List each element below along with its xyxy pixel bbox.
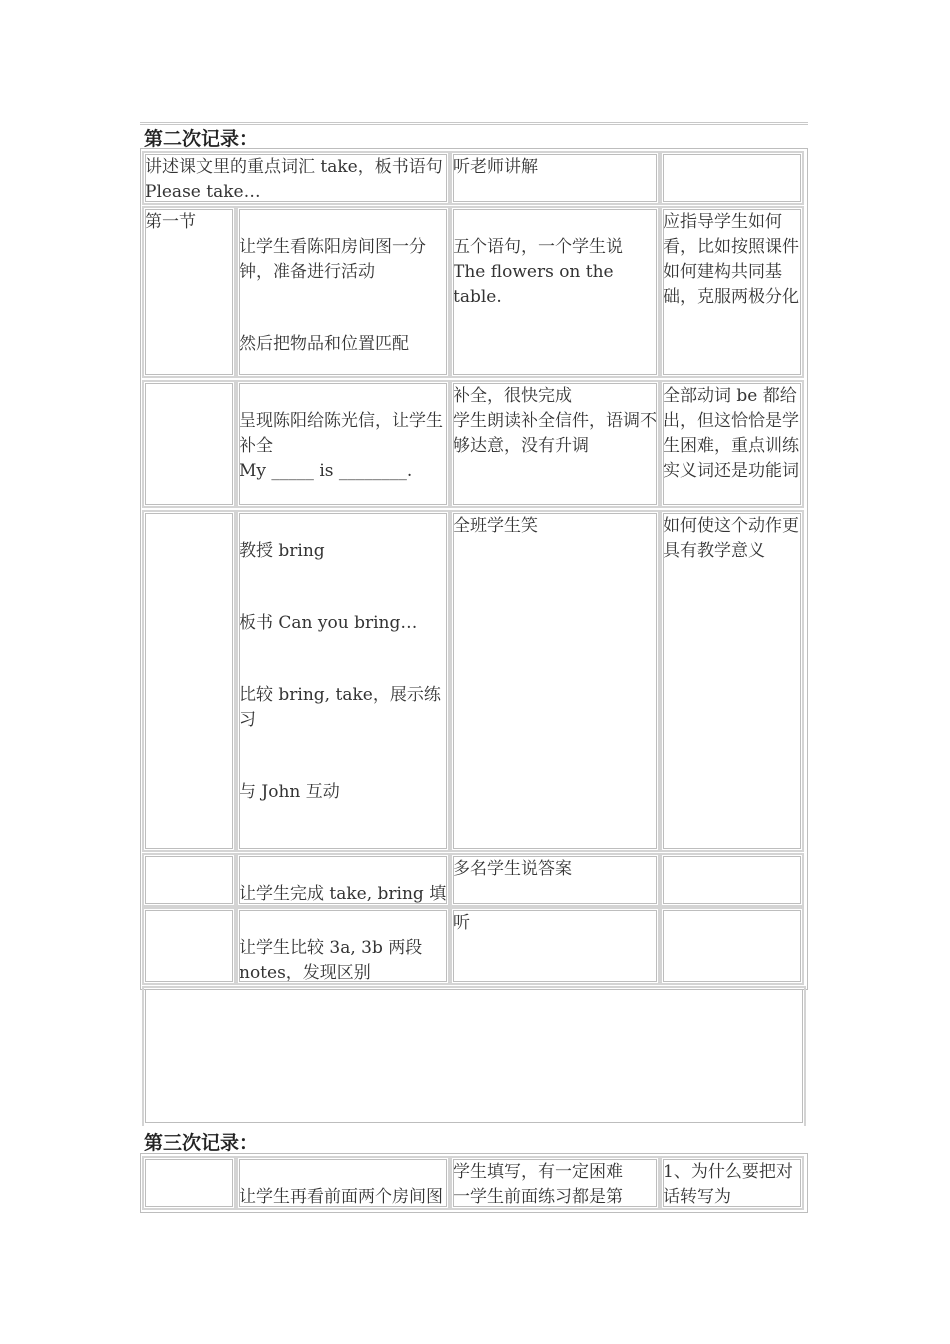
row-4-section-cell <box>142 853 236 907</box>
row-4-comment-cell <box>660 853 804 907</box>
section-heading-3: 第三次记录： <box>144 1132 259 1154</box>
s3-row-0-teacher-line-1: 让学生再看前面两个房间图 <box>239 1187 443 1207</box>
row-1-teacher-line-1: 让学生看陈阳房间图一分钟，准备进行活动 <box>239 237 426 282</box>
row-3-student-cell: 全班学生笑 <box>450 510 660 852</box>
row-0-student-cell: 听老师讲解 <box>450 151 660 205</box>
row-5-teacher-cell <box>236 907 450 985</box>
row-1-comment-cell: 应指导学生如何看，比如按照课件如何建构共同基础，克服两极分化 <box>660 206 804 378</box>
row-0-comment-cell <box>660 151 804 205</box>
row-3-teacher-line-4: 与 John 互动 <box>239 782 340 802</box>
row-3-teacher-line-3: 比较 bring, take，展示练习 <box>239 685 441 730</box>
row-3-teacher-line-2: 板书 Can you bring… <box>239 613 418 633</box>
row-2-teacher-line-1: 呈现陈阳给陈光信，让学生补全 My _____ is ________. <box>239 411 443 481</box>
row-5-teacher-line-1: 让学生比较 3a, 3b 两段 notes，发现区别 <box>239 938 423 983</box>
row-0-teacher-cell: 讲述课文里的重点词汇 take，板书语句 Please take… <box>142 151 450 205</box>
s3-row-0-section-cell <box>142 1156 236 1210</box>
row-5-student-cell: 听 <box>450 907 660 985</box>
row-2-comment-cell: 全部动词 be 都给出，但这恰恰是学生困难，重点训练实义词还是功能词 <box>660 380 804 508</box>
row-5-comment-cell <box>660 907 804 985</box>
row-2-section-cell <box>142 380 236 508</box>
row-1-teacher-cell <box>236 206 450 378</box>
row-1-section-cell: 第一节 <box>142 206 236 378</box>
row-4-student-cell: 多名学生说答案 <box>450 853 660 907</box>
spacer-block <box>142 986 806 1126</box>
row-1-teacher-line-2: 然后把物品和位置匹配 <box>239 334 409 354</box>
row-5-section-cell <box>142 907 236 985</box>
s3-row-0-teacher-cell <box>236 1156 450 1210</box>
row-3-comment-cell: 如何使这个动作更具有教学意义 <box>660 510 804 852</box>
row-4-teacher-line-1: 让学生完成 take, bring 填 <box>239 884 447 904</box>
row-4-teacher-cell <box>236 853 450 907</box>
row-3-section-cell <box>142 510 236 852</box>
row-3-teacher-cell <box>236 510 450 852</box>
s3-row-0-comment-cell: 1、为什么要把对话转写为 <box>660 1156 804 1210</box>
row-2-teacher-cell <box>236 380 450 508</box>
row-2-student-cell: 补全，很快完成 学生朗读补全信件，语调不够达意，没有升调 <box>450 380 660 508</box>
section-heading-2: 第二次记录： <box>144 128 259 150</box>
s3-row-0-student-cell: 学生填写，有一定困难 一学生前面练习都是第 <box>450 1156 660 1210</box>
row-1-student-cell: 五个语句，一个学生说 The flowers on the table. <box>450 206 660 378</box>
row-3-teacher-line-1: 教授 bring <box>239 541 325 561</box>
